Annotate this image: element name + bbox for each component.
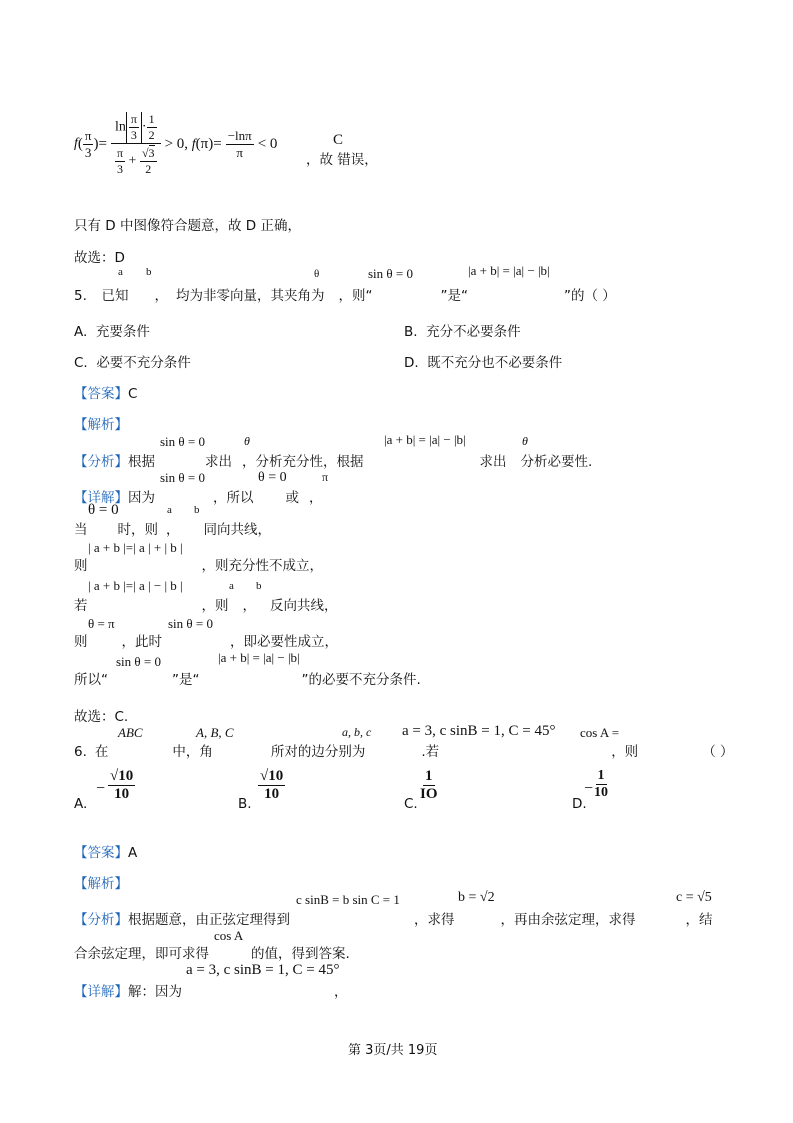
- q6-m-abc-small: a, b, c: [342, 725, 372, 739]
- option-c-letter: C: [333, 132, 344, 148]
- option-den: 10: [264, 786, 280, 802]
- fenxi-tag: 【分析】: [74, 454, 128, 470]
- q5-fenxi-m2: θ: [244, 434, 250, 448]
- q5-xj-m1: sin θ = 0: [160, 470, 205, 485]
- f-pi-numerator: −lnπ: [227, 127, 252, 143]
- text: ，此时: [121, 634, 162, 650]
- text: 反向共线，: [270, 598, 338, 614]
- text: .若: [421, 744, 440, 760]
- text: 若: [74, 598, 88, 614]
- q5-xj-m5: a: [167, 504, 172, 516]
- xiangjie-tag: 【详解】: [74, 490, 128, 506]
- q5-option-b: [404, 324, 521, 340]
- q6-xiangjie: [74, 984, 348, 1000]
- big-fraction: ln $\frac{\pi}{3}$ · $\frac{1}{2}$ $\frac{\pi}{3}$ + $\frac{√3}{2}$: [111, 112, 161, 177]
- option-num: 1: [597, 768, 605, 783]
- q6-fenxi-m2: b = √2: [458, 890, 495, 905]
- q5-abs-diff: | a + b |=| a | − | b |: [88, 578, 183, 593]
- q5-fenxi: [74, 454, 592, 470]
- q6-m-cond: a = 3, c sinB = 1, C = 45°: [402, 723, 556, 739]
- f-pi-denominator: π: [236, 144, 243, 160]
- q6-number: 6.: [74, 744, 87, 760]
- q6-fenxi2: [74, 946, 350, 962]
- option-sign: −: [96, 780, 106, 797]
- text: 分析必要性.: [520, 454, 593, 470]
- text: 在: [94, 744, 109, 760]
- text: ，则: [611, 744, 639, 760]
- q5-option-a: [74, 324, 150, 340]
- q5-suoyi-line: [74, 672, 421, 688]
- option-label: B.: [238, 796, 252, 812]
- option-den: 10: [594, 785, 608, 800]
- xiangjie-tag: 【详解】: [74, 984, 128, 1000]
- q5-fenxi-m3: |a + b| = |a| − |b|: [384, 432, 466, 447]
- text: ，则充分性不成立，: [201, 558, 323, 574]
- option-num: √10: [260, 768, 284, 784]
- text: 则: [74, 558, 88, 574]
- option-label: B.: [404, 324, 418, 340]
- q5-ruo-line: [74, 598, 338, 614]
- q5-fenxi-m4: θ: [522, 434, 528, 448]
- text: 根据: [128, 454, 155, 470]
- q5-m-b2: b: [256, 580, 262, 592]
- text: 所以“: [74, 672, 108, 688]
- q4-line1: 只有 D 中图像符合题意，故 D 正确，: [74, 218, 301, 234]
- q6-fenxi: [74, 912, 713, 928]
- q5-ze2-line: [74, 634, 338, 650]
- q5-above-a: a: [118, 266, 123, 278]
- text: ，即必要性成立，: [230, 634, 338, 650]
- option-den: IO: [420, 786, 438, 802]
- text: 求出: [479, 454, 507, 470]
- text: 时，则: [117, 522, 158, 538]
- text: 求出: [205, 454, 232, 470]
- text: 因为: [128, 490, 155, 506]
- text: ，再由余弦定理，求得: [500, 912, 636, 928]
- text: 的值，得到答案.: [251, 946, 350, 962]
- text: 中，角: [172, 744, 213, 760]
- option-label: A.: [74, 796, 88, 812]
- q6-fenxi2-m: cos A: [214, 928, 244, 943]
- text: 根据题意，由正弦定理得到: [128, 912, 290, 928]
- f-pi-over-3: f ( $\frac{\pi}{3}$ )=: [74, 127, 107, 160]
- q5-stem-2: ，: [154, 288, 168, 304]
- answer-tag: 【答案】: [74, 386, 128, 402]
- answer-tag: 【答案】: [74, 845, 128, 861]
- text: （ ）: [702, 744, 734, 760]
- q5-ze-line: [74, 558, 323, 574]
- option-num: 1: [425, 768, 433, 784]
- q6-m-cosA: cos A =: [580, 725, 620, 740]
- q6-stem: [74, 744, 733, 760]
- q5-stem: [74, 288, 616, 304]
- q5-abs-sum: | a + b |=| a | + | b |: [88, 540, 183, 555]
- q5-above-sin: sin θ = 0: [368, 266, 413, 281]
- q5-xj-m2: θ = 0: [258, 470, 287, 485]
- q5-stem-6: ”的（ ）: [563, 288, 616, 304]
- q6-m-ABC: A, B, C: [196, 725, 234, 740]
- option-sign: −: [584, 780, 594, 797]
- option-label: D.: [572, 796, 587, 812]
- option-label: A.: [74, 324, 88, 340]
- q5-above-vec: |a + b| = |a| − |b|: [468, 263, 550, 278]
- text: ，则: [201, 598, 229, 614]
- q5-xj-m4: θ = 0: [88, 502, 119, 518]
- text: ，求得: [414, 912, 455, 928]
- q5-choice: 故选：C.: [74, 709, 129, 725]
- q5-analysis-tag: 【解析】: [74, 417, 128, 433]
- text: 同向共线，: [203, 522, 271, 538]
- option-num: √10: [110, 768, 134, 784]
- option-text: 充分不必要条件: [426, 324, 521, 340]
- q6-m-abc: ABC: [118, 725, 143, 740]
- q5-above-b: b: [146, 266, 152, 278]
- q5-sin0-b: sin θ = 0: [116, 654, 161, 669]
- q5-fenxi-m1: sin θ = 0: [160, 434, 205, 449]
- answer-value: C: [128, 386, 138, 402]
- fenxi-tag: 【分析】: [74, 912, 128, 928]
- text: 则: [74, 634, 88, 650]
- text: ，: [309, 490, 323, 506]
- text: ，: [166, 522, 180, 538]
- option-text: 必要不充分条件: [96, 355, 191, 371]
- q6-analysis-tag: 【解析】: [74, 876, 128, 892]
- text: ，分析充分性，根据: [242, 454, 364, 470]
- q5-option-d: [404, 355, 562, 371]
- text: 合余弦定理，即可求得: [74, 946, 209, 962]
- page-footer: 第 3页/共 19页: [348, 1043, 438, 1058]
- text: ，: [242, 598, 256, 614]
- q5-theta-pi: θ = π: [88, 616, 115, 631]
- q6-answer: [74, 845, 137, 861]
- text: ”是“: [172, 672, 200, 688]
- q5-stem-4: ，则“: [338, 288, 373, 304]
- text: ，结: [685, 912, 713, 928]
- q4-formula: f ( $\frac{\pi}{3}$ )= ln $\frac{\pi}{3}$ · $\frac{1}{2}$ $\frac{\pi}{3}$ + $\frac{√3}{2}$ > 0, f(π)= $\frac{-\ln\pi}{\pi}$ < 0: [74, 111, 278, 176]
- text: 解：因为: [128, 984, 182, 1000]
- text: ，: [334, 984, 348, 1000]
- text: ，所以: [213, 490, 254, 506]
- q5-answer: [74, 386, 137, 402]
- q5-xj-m3: π: [322, 470, 329, 484]
- text: 当: [74, 522, 88, 538]
- q5-m-a2: a: [229, 580, 234, 592]
- option-text: 充要条件: [95, 324, 150, 340]
- option-den: 10: [114, 786, 130, 802]
- q5-dang-line: [74, 522, 271, 538]
- q5-stem-1: 已知: [101, 288, 129, 304]
- q5-sin0: sin θ = 0: [168, 616, 213, 631]
- q5-vec-b: |a + b| = |a| − |b|: [218, 650, 300, 665]
- option-label: C.: [404, 796, 418, 812]
- q4-choice: 故选：D: [74, 250, 125, 266]
- option-label: D.: [404, 355, 419, 371]
- q5-stem-5: ”是“: [440, 288, 468, 304]
- text: 所对的边分别为: [270, 744, 366, 760]
- answer-value: A: [128, 845, 138, 861]
- q5-option-c: [74, 355, 191, 371]
- option-label: C.: [74, 355, 88, 371]
- q6-fenxi-m3: c = √5: [676, 890, 712, 905]
- q5-above-theta: θ: [314, 268, 320, 280]
- text: 或: [285, 490, 299, 506]
- q5-xj-m6: b: [194, 504, 200, 516]
- less-than-zero: < 0: [257, 135, 278, 152]
- q5-number: 5.: [74, 288, 87, 304]
- q6-xj-m: a = 3, c sinB = 1, C = 45°: [186, 962, 340, 978]
- q6-fenxi-m1: c sinB = b sin C = 1: [296, 892, 400, 907]
- option-text: 既不充分也不必要条件: [427, 355, 563, 371]
- text: ”的必要不充分条件.: [301, 672, 421, 688]
- q5-stem-3: 均为非零向量，其夹角为: [175, 288, 325, 304]
- q4-suffix: ，故 错误，: [306, 152, 378, 168]
